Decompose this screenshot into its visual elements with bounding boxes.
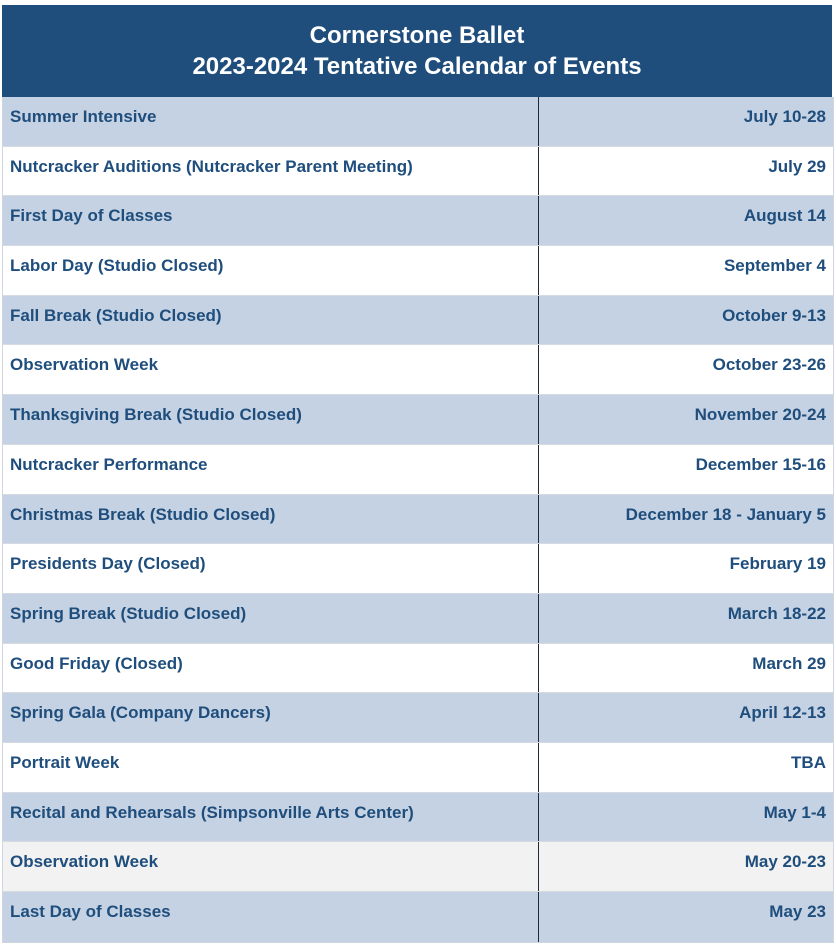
event-name-cell: Nutcracker Performance [3, 445, 539, 494]
event-date-cell: July 29 [768, 156, 826, 176]
event-date-cell: December 15-16 [695, 454, 826, 474]
table-row [3, 693, 833, 743]
event-date-cell: March 29 [752, 653, 826, 673]
table-row [3, 345, 833, 395]
table-row [3, 196, 833, 246]
event-date-cell: May 1-4 [763, 802, 826, 822]
event-name-cell: Labor Day (Studio Closed) [3, 246, 539, 295]
table-row [3, 495, 833, 545]
table-row [3, 892, 833, 942]
event-date-cell: April 12-13 [739, 703, 826, 723]
table-row [3, 743, 833, 793]
event-name-cell: Presidents Day (Closed) [3, 544, 539, 593]
event-name-cell: First Day of Classes [3, 196, 539, 245]
event-name-cell: Last Day of Classes [3, 892, 539, 942]
table-row [3, 395, 833, 445]
table-row [3, 644, 833, 694]
event-name-cell: Good Friday (Closed) [3, 644, 539, 693]
event-name-cell: Observation Week [3, 345, 539, 394]
table-row [3, 97, 833, 147]
table-row [3, 147, 833, 197]
event-date-cell: July 10-28 [743, 107, 826, 126]
calendar-subtitle: 2023-2024 Tentative Calendar of Events [192, 53, 642, 80]
event-name-cell: Nutcracker Auditions (Nutcracker Parent Meeting) [3, 147, 539, 196]
table-row [3, 793, 833, 843]
calendar-header [2, 5, 832, 97]
event-name-cell: Summer Intensive [3, 97, 539, 146]
event-name-cell: Spring Break (Studio Closed) [3, 594, 539, 643]
event-date-cell: May 20-23 [744, 852, 826, 872]
event-date-cell: TBA [791, 752, 826, 772]
event-date-cell: February 19 [729, 554, 826, 574]
event-name-cell: Portrait Week [3, 743, 539, 792]
event-name-cell: Spring Gala (Company Dancers) [3, 693, 539, 742]
events-table [2, 97, 834, 943]
event-name-cell: Thanksgiving Break (Studio Closed) [3, 395, 539, 444]
event-date-cell: October 9-13 [722, 305, 826, 325]
event-date-cell: May 23 [769, 902, 826, 921]
table-row [3, 445, 833, 495]
table-row [3, 594, 833, 644]
event-date-cell: August 14 [743, 206, 826, 226]
event-name-cell: Fall Break (Studio Closed) [3, 296, 539, 345]
event-name-cell: Christmas Break (Studio Closed) [3, 495, 539, 544]
event-name-cell: Recital and Rehearsals (Simpsonville Arts Center) [3, 793, 539, 842]
event-name-cell: Observation Week [3, 842, 539, 891]
table-row [3, 246, 833, 296]
table-row [3, 544, 833, 594]
event-date-cell: November 20-24 [694, 405, 826, 425]
event-date-cell: March 18-22 [727, 603, 826, 623]
event-date-cell: October 23-26 [712, 355, 826, 375]
table-row [3, 842, 833, 892]
event-date-cell: September 4 [723, 256, 826, 276]
calendar-title: Cornerstone Ballet [309, 22, 525, 49]
table-row [3, 296, 833, 346]
event-date-cell: December 18 - January 5 [625, 504, 826, 524]
